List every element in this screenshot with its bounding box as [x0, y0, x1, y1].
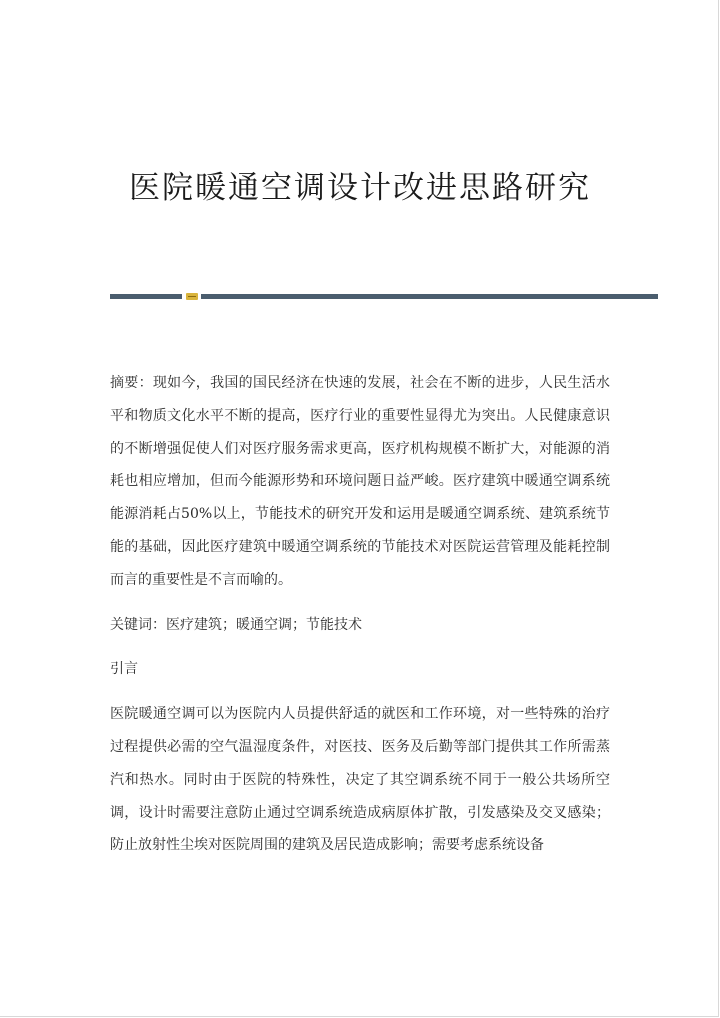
- keywords-label: 关键词：: [110, 616, 166, 633]
- divider-ornament-icon: [186, 293, 198, 300]
- document-body: [110, 367, 610, 862]
- divider-bar-right: [201, 294, 658, 299]
- keywords-text: 医疗建筑；暖通空调；节能技术: [166, 616, 362, 633]
- abstract-label: 摘要：: [110, 375, 153, 391]
- document-title: 医院暖通空调设计改进思路研究: [129, 170, 591, 206]
- divider-bar-left: [110, 294, 182, 299]
- abstract-paragraph: [110, 367, 610, 597]
- title-divider: [110, 293, 658, 300]
- abstract-text: 现如今，我国的国民经济在快速的发展，社会在不断的进步，人民生活水平和物质文化水平不断的提高，医疗行业的重要性显得尤为突出。人民健康意识的不断增强促使人们对医疗服务需求更高，医疗机构规模不断扩大，对能源的消耗也相应增加，但而今能源形势和环境问题日益严峻。医疗建筑中暖通空调系统能源消耗占50%以上，节能技术的研究开发和运用是暖通空调系统、建筑系统节能的基础，因此医疗建筑中暖通空调系统的节能技术对医院运营管理及能耗控制而言的重要性是不言而喻的。: [110, 375, 611, 588]
- intro-paragraph: 医院暖通空调可以为医院内人员提供舒适的就医和工作环境，对一些特殊的治疗过程提供必需的空气温湿度条件，对医技、医务及后勤等部门提供其工作所需蒸汽和热水。同时由于医院的特殊性，决定了其空调系统不同于一般公共场所空调，设计时需要注意防止通过空调系统造成病原体扩散，引发感染及交叉感染；防止放射性尘埃对医院周围的建筑及居民造成影响；需要考虑系统设备: [110, 706, 610, 854]
- keywords-line: [110, 609, 610, 642]
- intro-heading: 引言: [110, 661, 138, 678]
